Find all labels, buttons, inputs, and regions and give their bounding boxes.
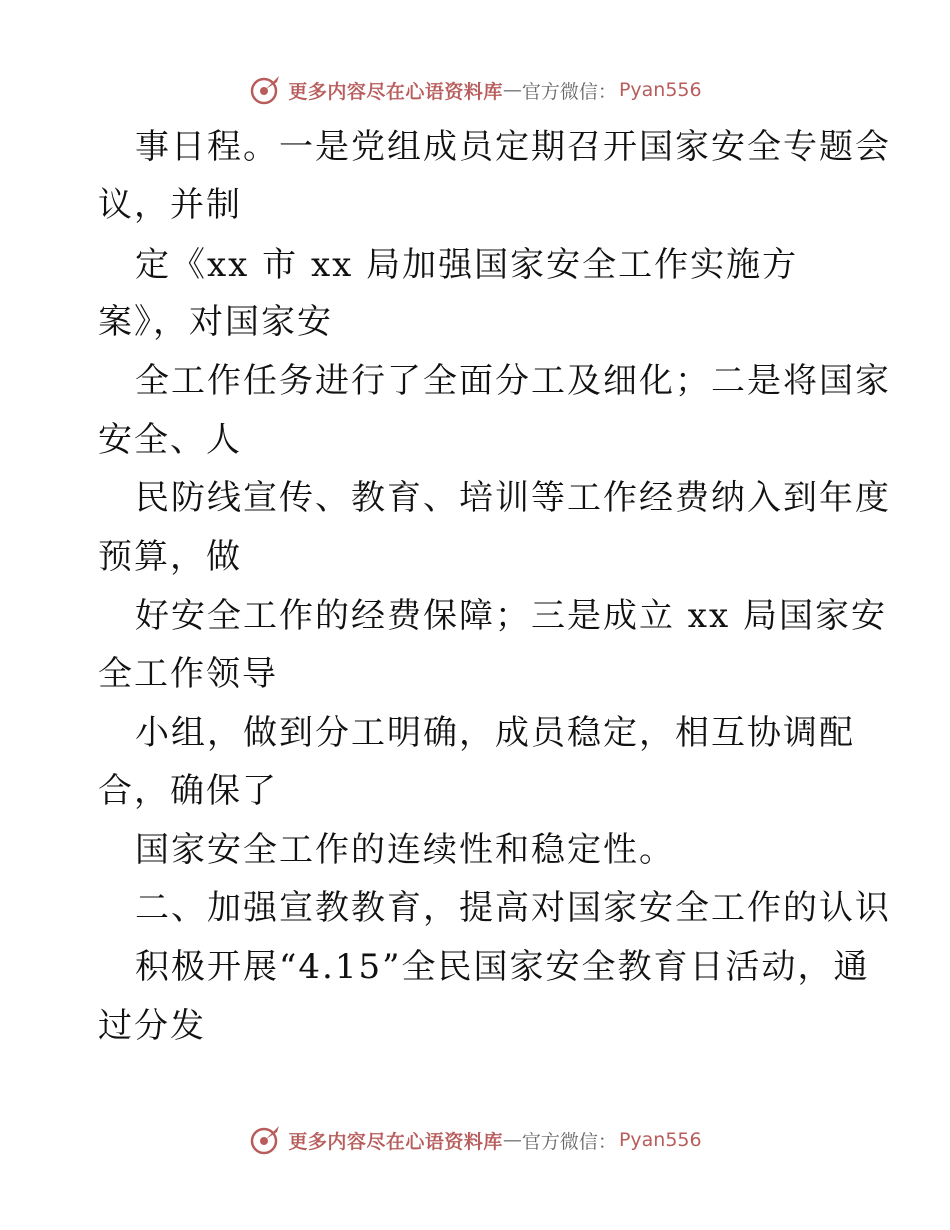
body-line: 好安全工作的经费保障；三是成立 xx 局国家安 <box>135 596 887 636</box>
banner-main-text: 更多内容尽在心语资料库 <box>288 80 503 103</box>
section-heading: 二、加强宣教教育，提高对国家安全工作的认识 <box>135 888 891 928</box>
banner-dash: — <box>502 79 522 101</box>
body-line: 全工作任务进行了全面分工及细化；二是将国家 <box>135 361 891 401</box>
body-line: 国家安全工作的连续性和稳定性。 <box>135 830 675 870</box>
body-line: 预算，做 <box>98 537 242 577</box>
body-line: 定《xx 市 xx 局加强国家安全工作实施方 <box>135 245 799 285</box>
body-line: 案》，对国家安 <box>98 302 333 342</box>
banner-main-text: 更多内容尽在心语资料库 <box>288 1130 503 1153</box>
body-line: 积极开展“4.15”全民国家安全教育日活动，通 <box>135 947 870 987</box>
header-watermark-banner <box>0 70 950 110</box>
body-line: 过分发 <box>98 1006 206 1046</box>
footer-watermark-banner <box>0 1120 950 1160</box>
quill-logo-icon <box>248 73 282 107</box>
body-line: 议，并制 <box>98 185 242 225</box>
body-line: 事日程。一是党组成员定期召开国家安全专题会 <box>135 127 891 167</box>
banner-label: 官方微信： <box>521 80 617 103</box>
body-line: 民防线宣传、教育、培训等工作经费纳入到年度 <box>135 478 891 518</box>
quill-logo-icon <box>248 1123 282 1157</box>
banner-label: 官方微信： <box>521 1130 617 1153</box>
banner-wechat-id: Pyan556 <box>618 1129 702 1151</box>
banner-dash: — <box>502 1129 522 1151</box>
banner-wechat-id: Pyan556 <box>618 79 702 101</box>
body-line: 安全、人 <box>98 420 242 460</box>
body-line: 全工作领导 <box>98 654 278 694</box>
body-line: 小组，做到分工明确，成员稳定，相互协调配 <box>135 713 855 753</box>
body-line: 合，确保了 <box>98 771 278 811</box>
